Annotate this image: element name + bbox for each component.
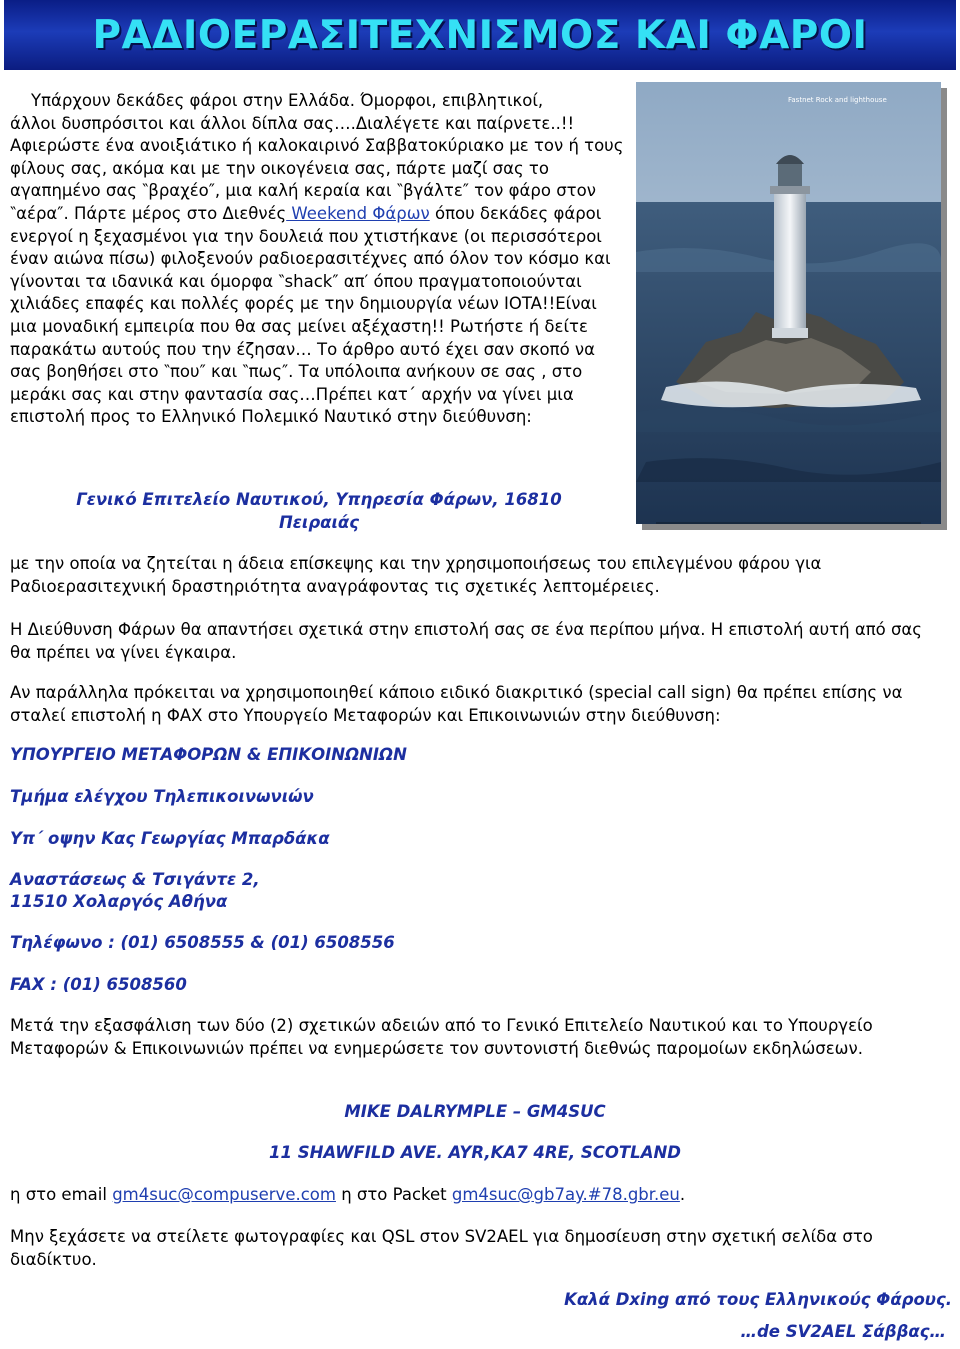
email-link[interactable]: gm4suc@compuserve.com — [112, 1185, 336, 1204]
page-title: ΡΑΔΙΟΕΡΑΣΙΤΕΧΝΙΣΜΟΣ ΚΑΙ ΦΑΡΟΙ — [92, 12, 868, 58]
contact-name: MIKE DALRYMPLE – GM4SUC — [344, 1102, 606, 1121]
signoff-line-2: …de SV2AEL Σάββας… — [740, 1322, 946, 1341]
ministry-name: ΥΠΟΥΡΓΕΙΟ ΜΕΤΑΦΟΡΩΝ & ΕΠΙΚΟΙΝΩΝΙΩΝ — [10, 745, 407, 764]
navy-address-line-1: Γενικό Επιτελείο Ναυτικού, Υπηρεσία Φάρων, 16810 — [76, 490, 562, 509]
photo-caption: Fastnet Rock and lighthouse — [788, 96, 887, 104]
ministry-attn: Υπ΄ οψην Κας Γεωργίας Μπαρδάκα — [10, 829, 330, 848]
lighthouse-image — [636, 82, 941, 524]
ministry-fax: FAX : (01) 6508560 — [10, 975, 187, 994]
intro-line-2: άλλοι δυσπρόσιτοι και άλλοι δίπλα σας….Διαλέγετε και παίρνετε..!! — [10, 113, 575, 133]
paragraph-request: με την οποία να ζητείται η άδεια επίσκεψης και την χρησιμοποιήσεως του επιλεγμένου φάρου για Ραδιοερασιτεχνική δραστηριότητα αναγράφοντας τις σχετικές λεπτομέρειες. — [10, 554, 822, 596]
email-pre: η στο email — [10, 1185, 113, 1204]
email-mid: η στο Packet — [335, 1185, 452, 1204]
contact-address: 11 SHAWFILD AVE. AYR,KA7 4RE, SCOTLAND — [269, 1143, 681, 1162]
email-post: . — [679, 1185, 686, 1204]
signoff-line-1: Καλά Dxing από τους Ελληνικούς Φάρους. — [564, 1290, 952, 1309]
paragraph-special-call: Αν παράλληλα πρόκειται να χρησιμοποιηθεί κάποιο ειδικό διακριτικό (special call sign) θα πρέπει επίσης να σταλεί επιστολή η ΦΑΧ στο Υπουργείο Μεταφορών και Επικοινωνιών στην διεύθυνση: — [10, 683, 903, 725]
ministry-street: Αναστάσεως & Τσιγάντε 2, — [10, 870, 260, 889]
ministry-phone: Τηλέφωνο : (01) 6508555 & (01) 6508556 — [10, 933, 395, 952]
packet-link[interactable]: gm4suc@gb7ay.#78.gbr.eu — [451, 1185, 680, 1204]
weekend-lighthouse-link[interactable]: Weekend Φάρων — [286, 203, 430, 223]
ministry-city: 11510 Χολαργός Αθήνα — [10, 892, 228, 911]
paragraph-reply: Η Διεύθυνση Φάρων θα απαντήσει σχετικά στην επιστολή σας σε ένα περίπου μήνα. Η επιστολή αυτή από σας θα πρέπει να γίνει έγκαιρα. — [10, 620, 922, 662]
lighthouse-photo — [636, 82, 941, 524]
navy-address-line-2: Πειραιάς — [278, 513, 360, 532]
paragraph-coordinator: Μετά την εξασφάλιση των δύο (2) σχετικών αδειών από το Γενικό Επιτελείο Ναυτικού και το Υπουργείο Μεταφορών & Επικοινωνιών πρέπει να ενημερώσετε τον συντονιστή διεθνώς παρομοίων εκδηλώσεων. — [10, 1016, 873, 1058]
ministry-dept: Τμήμα ελέγχου Τηλεπικοινωνιών — [10, 787, 314, 806]
intro-line-1: Υπάρχουν δεκάδες φάροι στην Ελλάδα. Όμορφοι, επιβλητικοί, — [30, 91, 544, 110]
intro-text-b: όπου δεκάδες φάροι ενεργοί η ξεχασμένοι για την δουλειά που χτιστήκανε (οι περισσότεροι έναν αιώνα πίσω) φιλοξενούν ραδιοερασιτέχνες από όλον τον κόσμο και γίνονται τα ιδανικά και όμορφα ‶shack″ απ′ όπου πραγματοποιούνται χιλιάδες επαφές και πολλές φορές με την δημιουργία νέων IOTA!!Είναι μια μοναδική εμπειρία που θα σας μείνει αξέχαστη!! Ρωτήστε ή δείτε παρακάτω αυτούς που την έζησαν… Το άρθρο αυτό έχει σαν σκοπό να σας βοηθήσει στο ‶που″ και ‶πως″. Τα υπόλοιπα ανήκουν σε σας , στο μεράκι σας και στην φαντασία σας…Πρέπει κατ΄ αρχήν να γίνει μια επιστολή προς το Ελληνικό Πολεμικό Ναυτικό στην διεύθυνση: — [10, 203, 611, 427]
title-banner — [4, 0, 956, 70]
navy-address — [10, 488, 628, 534]
email-line — [10, 1184, 940, 1206]
intro-text-a: Αφιερώστε ένα ανοιξιάτικο ή καλοκαιρινό Σαββατοκύριακο με τον ή τους φίλους σας, ακόμα και με την οικογένεια σας, πάρτε μαζί σας το αγαπημένο σας ‶βραχέο″, μια καλή κεραία και ‶βγάλτε″ τον φάρο στον ‶αέρα″. Πάρτε μέρος στο Διεθνές — [10, 136, 624, 223]
paragraph-photos: Μην ξεχάσετε να στείλετε φωτογραφίες και QSL στον SV2AEL για δημοσίευση στην σχετική σελίδα στο διαδίκτυο. — [10, 1227, 873, 1269]
intro-paragraph — [10, 90, 628, 429]
